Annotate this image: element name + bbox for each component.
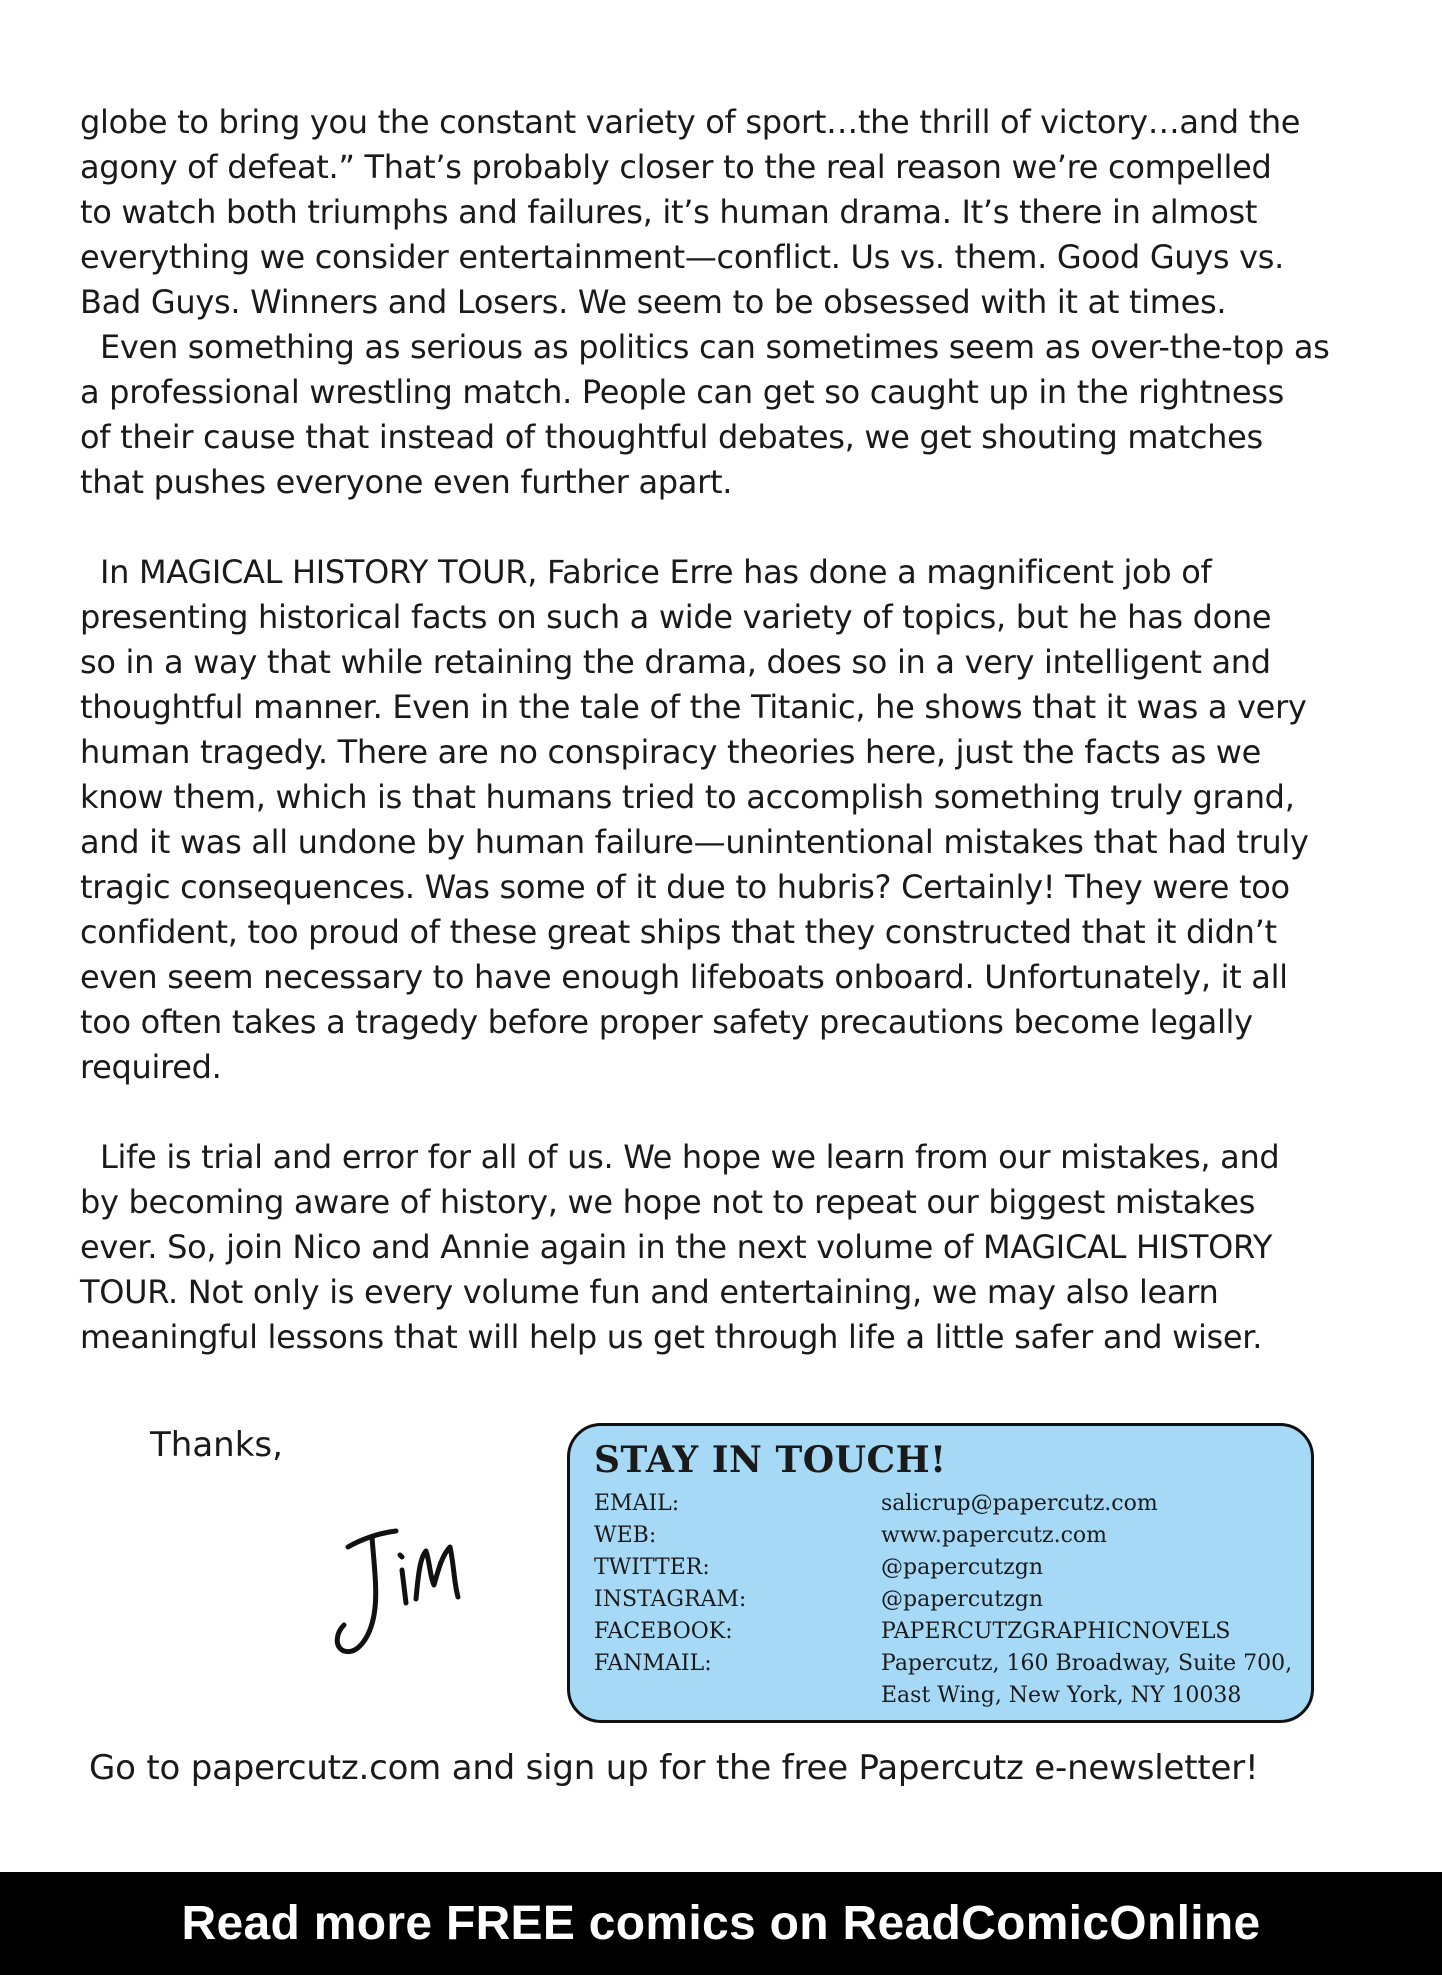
- text-line: required.: [80, 1048, 222, 1086]
- text-line: of their cause that instead of thoughtful debates, we get shouting matches: [80, 418, 1263, 456]
- contact-label: TWITTER:: [594, 1555, 710, 1580]
- text-line: Bad Guys. Winners and Losers. We seem to be obsessed with it at times.: [80, 283, 1227, 321]
- contact-value: Papercutz, 160 Broadway, Suite 700,: [881, 1651, 1293, 1676]
- contact-row-instagram: [594, 1584, 1311, 1616]
- text-line: thoughtful manner. Even in the tale of the Titanic, he shows that it was a very: [80, 688, 1307, 726]
- text-line: that pushes everyone even further apart.: [80, 463, 733, 501]
- text-line: know them, which is that humans tried to accomplish something truly grand,: [80, 778, 1295, 816]
- text-line: In MAGICAL HISTORY TOUR, Fabrice Erre has done a magnificent job of: [100, 553, 1212, 591]
- text-line: tragic consequences. Was some of it due to hubris? Certainly! They were too: [80, 868, 1290, 906]
- text-line: too often takes a tragedy before proper safety precautions become legally: [80, 1003, 1253, 1041]
- contact-label: WEB:: [594, 1523, 657, 1548]
- contact-row-email: [594, 1488, 1311, 1520]
- contact-value: PAPERCUTZGRAPHICNOVELS: [881, 1619, 1231, 1644]
- text-line: and it was all undone by human failure—unintentional mistakes that had truly: [80, 823, 1309, 861]
- footer-banner[interactable]: [0, 1872, 1442, 1975]
- text-line: to watch both triumphs and failures, it’s human drama. It’s there in almost: [80, 193, 1258, 231]
- contact-value: salicrup@papercutz.com: [881, 1491, 1158, 1516]
- text-line: everything we consider entertainment—conflict. Us vs. them. Good Guys vs.: [80, 238, 1285, 276]
- text-line: human tragedy. There are no conspiracy theories here, just the facts as we: [80, 733, 1262, 771]
- text-line: meaningful lessons that will help us get through life a little safer and wiser.: [80, 1318, 1263, 1356]
- newsletter-signup-text: Go to papercutz.com and sign up for the free Papercutz e-newsletter!: [89, 1748, 1259, 1788]
- contact-label: [594, 1680, 881, 1712]
- contact-value: @papercutzgn: [881, 1587, 1043, 1612]
- contact-label: EMAIL:: [594, 1491, 680, 1516]
- signature-jim: [330, 1515, 480, 1665]
- stay-in-touch-box: [567, 1423, 1314, 1723]
- closing-thanks: Thanks,: [150, 1425, 283, 1465]
- text-line: a professional wrestling match. People can get so caught up in the rightness: [80, 373, 1285, 411]
- contact-value: @papercutzgn: [881, 1555, 1043, 1580]
- contact-value: East Wing, New York, NY 10038: [881, 1683, 1242, 1708]
- paragraph-gap: [80, 505, 1370, 550]
- contact-row-web: [594, 1520, 1311, 1552]
- text-line: globe to bring you the constant variety of sport…the thrill of victory…and the: [80, 103, 1301, 141]
- stay-in-touch-title: STAY IN TOUCH!: [594, 1439, 947, 1481]
- paragraph-gap: [80, 1090, 1370, 1135]
- text-line: Life is trial and error for all of us. We hope we learn from our mistakes, and: [100, 1138, 1280, 1176]
- text-line: Even something as serious as politics can sometimes seem as over-the-top as: [100, 328, 1330, 366]
- text-line: even seem necessary to have enough lifeboats onboard. Unfortunately, it all: [80, 958, 1288, 996]
- text-line: by becoming aware of history, we hope not to repeat our biggest mistakes: [80, 1183, 1256, 1221]
- text-line: presenting historical facts on such a wide variety of topics, but he has done: [80, 598, 1272, 636]
- contact-value: www.papercutz.com: [881, 1523, 1108, 1548]
- footer-banner-text: Read more FREE comics on ReadComicOnline: [181, 1897, 1261, 1950]
- text-line: ever. So, join Nico and Annie again in the next volume of MAGICAL HISTORY: [80, 1228, 1273, 1266]
- contact-row-twitter: [594, 1552, 1311, 1584]
- text-line: so in a way that while retaining the drama, does so in a very intelligent and: [80, 643, 1271, 681]
- text-line: confident, too proud of these great ships that they constructed that it didn’t: [80, 913, 1277, 951]
- text-line: TOUR. Not only is every volume fun and entertaining, we may also learn: [80, 1273, 1219, 1311]
- text-line: agony of defeat.” That’s probably closer to the real reason we’re compelled: [80, 148, 1272, 186]
- contact-row-fanmail-continued: [594, 1680, 1311, 1712]
- contact-label: FANMAIL:: [594, 1651, 712, 1676]
- contact-label: FACEBOOK:: [594, 1619, 733, 1644]
- contact-label: INSTAGRAM:: [594, 1587, 747, 1612]
- letter-body: [80, 100, 1370, 1360]
- contact-row-facebook: [594, 1616, 1311, 1648]
- contact-row-fanmail: [594, 1648, 1311, 1680]
